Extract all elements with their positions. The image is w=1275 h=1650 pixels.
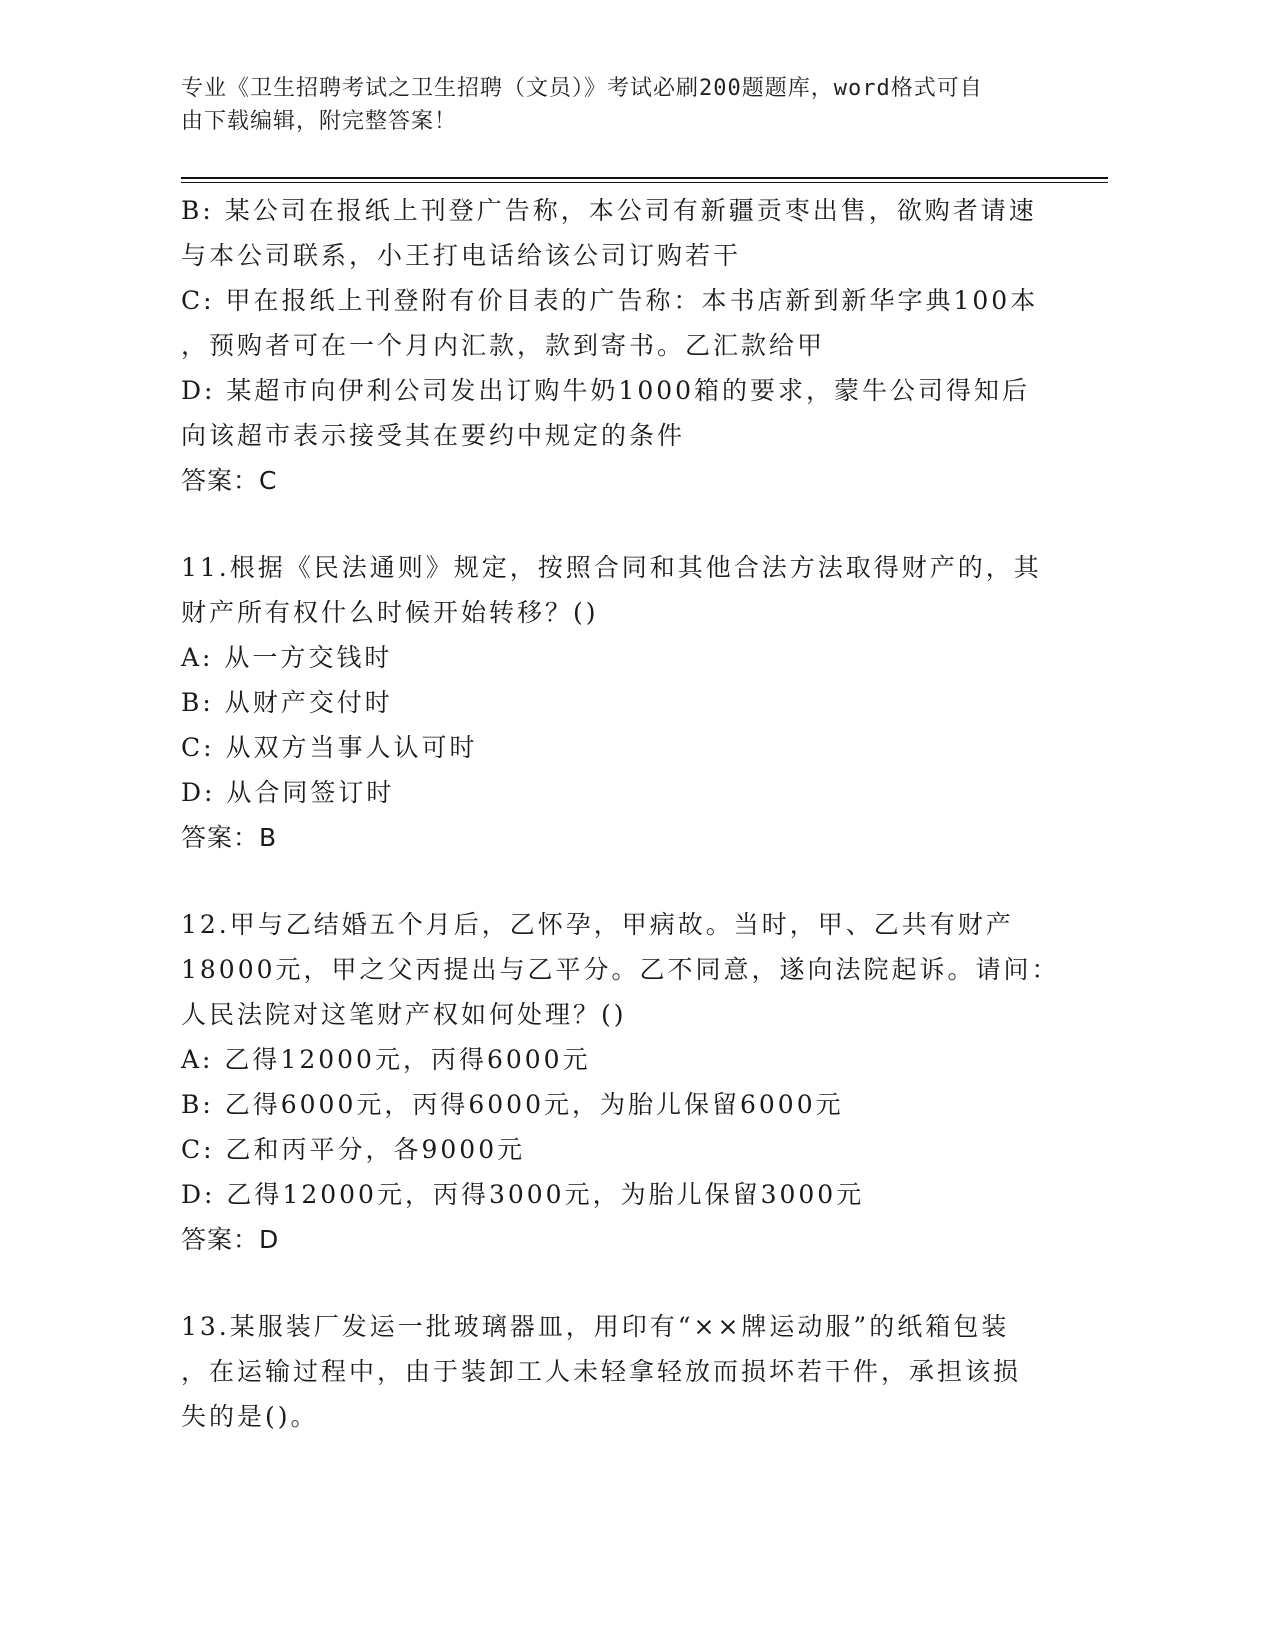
question-stem-line-2: 财产所有权什么时候开始转移？(): [181, 598, 599, 627]
spacer: [181, 1262, 1061, 1304]
question-13: [181, 1304, 1061, 1439]
header-divider-thin: [181, 182, 1108, 183]
answer-label: 答案：B: [181, 823, 278, 852]
option-d-line-1: D: 某超市向伊利公司发出订购牛奶1000箱的要求，蒙牛公司得知后: [181, 376, 1031, 405]
question-11: [181, 545, 1061, 860]
answer-label: 答案：D: [181, 1225, 280, 1254]
option-d: D: 乙得12000元，丙得3000元，为胎儿保留3000元: [181, 1180, 865, 1209]
spacer: [181, 860, 1061, 902]
header-line-1: 专业《卫生招聘考试之卫生招聘（文员）》考试必刷200题题库，word格式可自: [181, 76, 983, 101]
answer-label: 答案：C: [181, 466, 278, 495]
option-c-line-2: ，预购者可在一个月内汇款，款到寄书。乙汇款给甲: [181, 331, 826, 360]
option-c-line-1: C: 甲在报纸上刊登附有价目表的广告称：本书店新到新华字典100本: [181, 286, 1039, 315]
question-stem-line-3: 人民法院对这笔财产权如何处理？(): [181, 1000, 627, 1029]
spacer: [181, 503, 1061, 545]
question-stem-line-1: 13.某服装厂发运一批玻璃器皿，用印有“××牌运动服”的纸箱包装: [181, 1312, 1010, 1341]
option-d: D: 从合同签订时: [181, 778, 395, 807]
option-a: A: 乙得12000元，丙得6000元: [181, 1045, 591, 1074]
option-b: B: 从财产交付时: [181, 688, 393, 717]
option-c: C: 从双方当事人认可时: [181, 733, 478, 762]
header-divider-thick: [181, 177, 1108, 179]
question-stem-line-2: ，在运输过程中，由于装卸工人未轻拿轻放而损坏若干件，承担该损: [181, 1357, 1022, 1386]
option-b-line-2: 与本公司联系，小王打电话给该公司订购若干: [181, 241, 742, 270]
option-b-line-1: B: 某公司在报纸上刊登广告称，本公司有新疆贡枣出售，欲购者请速: [181, 196, 1037, 225]
document-content: [181, 188, 1061, 1439]
option-c: C: 乙和丙平分，各9000元: [181, 1135, 526, 1164]
question-stem-line-1: 12.甲与乙结婚五个月后，乙怀孕，甲病故。当时，甲、乙共有财产: [181, 910, 1014, 939]
option-d-line-2: 向该超市表示接受其在要约中规定的条件: [181, 421, 686, 450]
prev-question-block: [181, 188, 1061, 503]
header-line-2: 由下载编辑，附完整答案！: [181, 109, 458, 134]
question-12: [181, 902, 1061, 1262]
option-a: A: 从一方交钱时: [181, 643, 393, 672]
option-b: B: 乙得6000元，丙得6000元，为胎儿保留6000元: [181, 1090, 844, 1119]
question-stem-line-2: 18000元，甲之父丙提出与乙平分。乙不同意，遂向法院起诉。请问：: [181, 955, 1060, 984]
page-header: [181, 72, 1061, 138]
question-stem-line-3: 失的是()。: [181, 1402, 319, 1431]
question-stem-line-1: 11.根据《民法通则》规定，按照合同和其他合法方法取得财产的，其: [181, 553, 1042, 582]
